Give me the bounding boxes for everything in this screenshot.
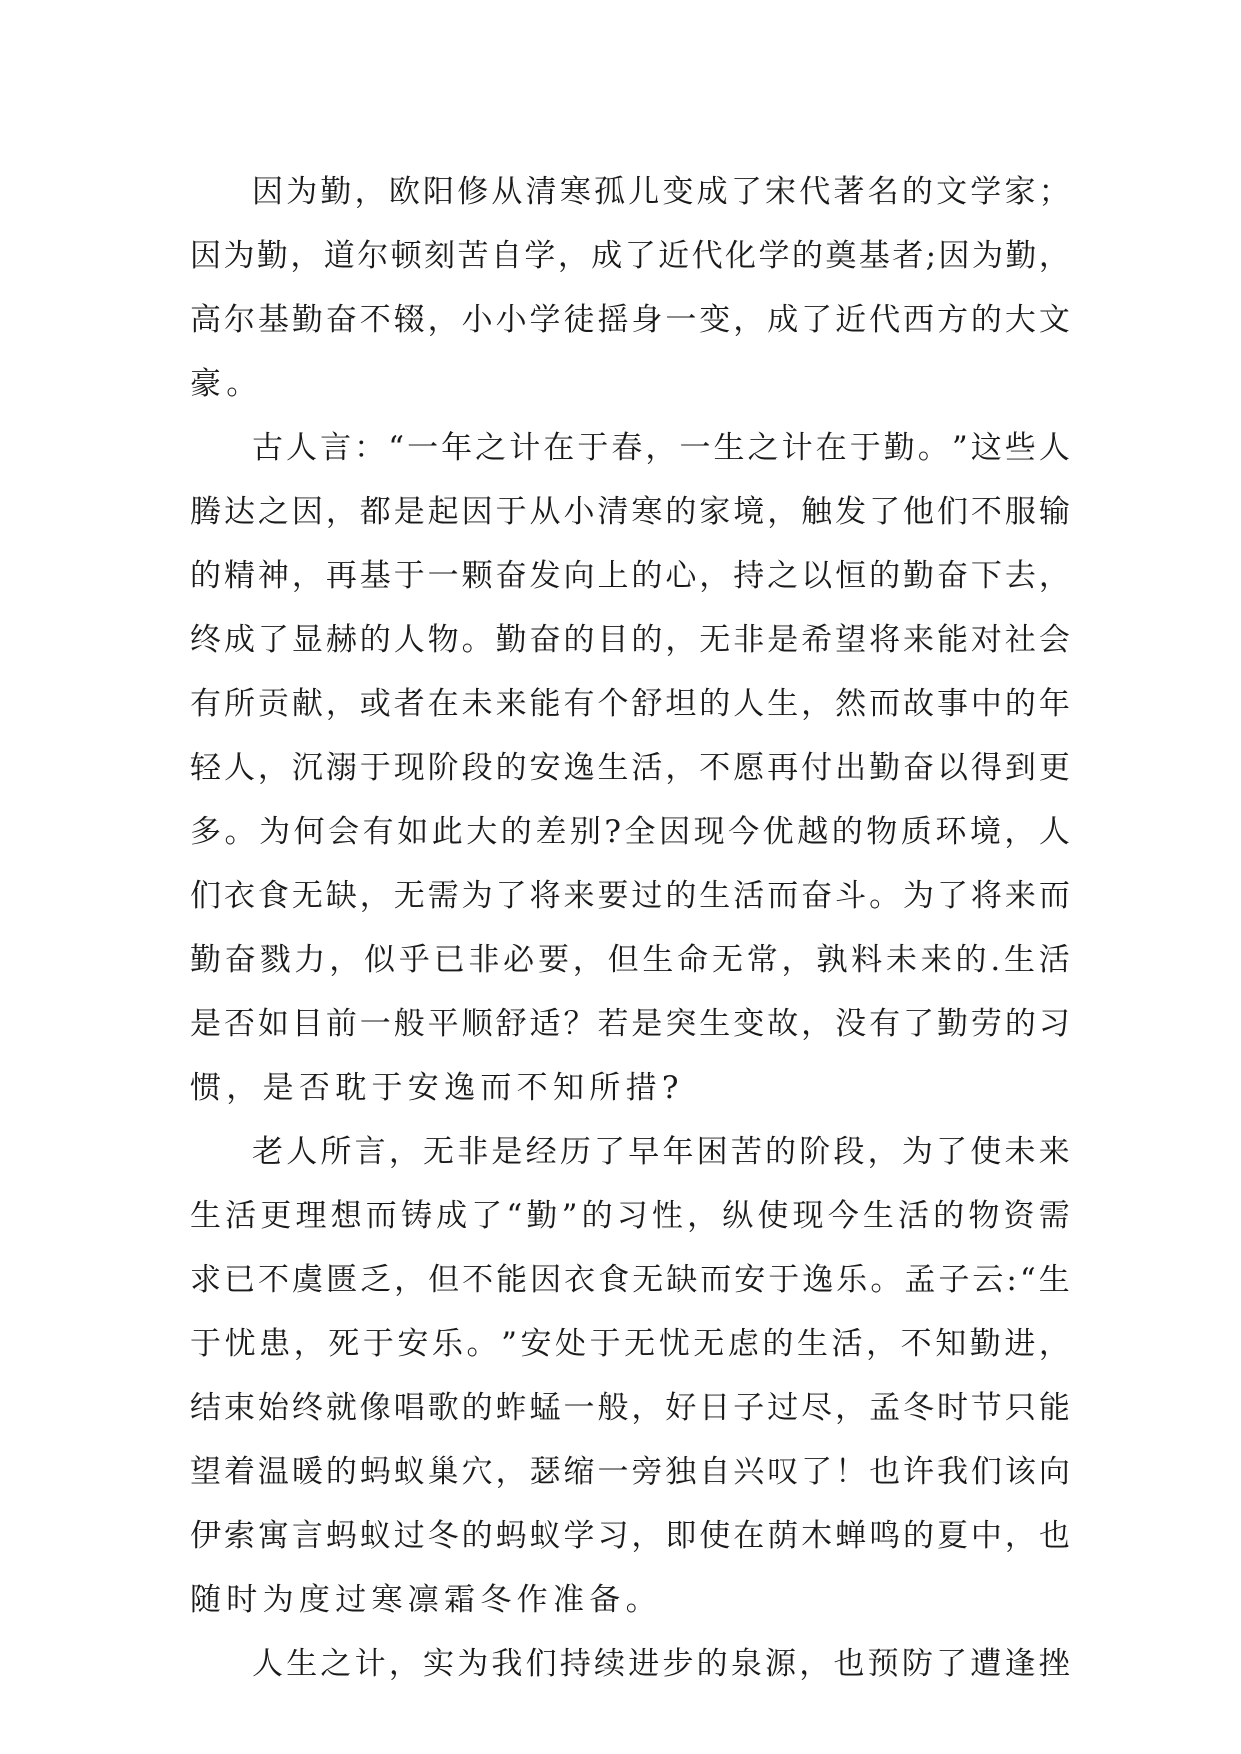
text-line: 随 时 为 度 过 寒 凛 霜 冬 作 准 备 。 (190, 1582, 657, 1618)
text-line: 多 。 为 何 会 有 如 此 大 的 差 别 ? 全 因 现 今 优 越 的 物 质 环 境 ， 人 (190, 814, 1070, 850)
text-line: 腾 达 之 因 ， 都 是 起 因 于 从 小 清 寒 的 家 境 ， 触 发 了 他 们 不 服 输 (190, 494, 1070, 530)
text-line: 轻 人 ， 沉 溺 于 现 阶 段 的 安 逸 生 活 ， 不 愿 再 付 出 勤 奋 以 得 到 更 (190, 750, 1070, 786)
text-line: 们 衣 食 无 缺 ， 无 需 为 了 将 来 要 过 的 生 活 而 奋 斗 。 为 了 将 来 而 (190, 878, 1070, 914)
text-line: 生 活 更 理 想 而 铸 成 了 “ 勤 ” 的 习 性 ， 纵 使 现 今 生 活 的 物 资 需 (190, 1198, 1070, 1234)
text-line: 因 为 勤 ， 道 尔 顿 刻 苦 自 学 ， 成 了 近 代 化 学 的 奠 基 者 ; 因 为 勤 ， (190, 238, 1070, 274)
text-line: 的 精 神 ， 再 基 于 一 颗 奋 发 向 上 的 心 ， 持 之 以 恒 的 勤 奋 下 去 ， (190, 558, 1070, 594)
essay-body (190, 160, 1070, 1696)
text-line: 因 为 勤 ， 欧 阳 修 从 清 寒 孤 儿 变 成 了 宋 代 著 名 的 文 学 家 ； (252, 174, 1070, 210)
text-line: 人 生 之 计 ， 实 为 我 们 持 续 进 步 的 泉 源 ， 也 预 防 了 遭 逢 挫 (252, 1646, 1070, 1682)
text-line: 有 所 贡 献 ， 或 者 在 未 来 能 有 个 舒 坦 的 人 生 ， 然 而 故 事 中 的 年 (190, 686, 1070, 722)
text-line: 豪 。 (190, 366, 258, 402)
text-line: 望 着 温 暖 的 蚂 蚁 巢 穴 ， 瑟 缩 一 旁 独 自 兴 叹 了 ！ 也 许 我 们 该 向 (190, 1454, 1070, 1490)
text-line: 古 人 言 ： “ 一 年 之 计 在 于 春 ， 一 生 之 计 在 于 勤 。 ” 这 些 人 (252, 430, 1070, 466)
text-line: 惯 ， 是 否 耽 于 安 逸 而 不 知 所 措 ? (190, 1070, 679, 1106)
text-line: 于 忧 患 ， 死 于 安 乐 。 ” 安 处 于 无 忧 无 虑 的 生 活 ， 不 知 勤 进 ， (190, 1326, 1070, 1362)
text-line: 是 否 如 目 前 一 般 平 顺 舒 适 ？ 若 是 突 生 变 故 ， 没 有 了 勤 劳 的 习 (190, 1006, 1070, 1042)
text-line: 求 已 不 虞 匮 乏 ， 但 不 能 因 衣 食 无 缺 而 安 于 逸 乐 。 孟 子 云 : “ 生 (190, 1262, 1070, 1298)
text-line: 高 尔 基 勤 奋 不 辍 ， 小 小 学 徒 摇 身 一 变 ， 成 了 近 代 西 方 的 大 文 (190, 302, 1070, 338)
text-line: 老 人 所 言 ， 无 非 是 经 历 了 早 年 困 苦 的 阶 段 ， 为 了 使 未 来 (252, 1134, 1070, 1170)
text-line: 伊 索 寓 言 蚂 蚁 过 冬 的 蚂 蚁 学 习 ， 即 使 在 荫 木 蝉 鸣 的 夏 中 ， 也 (190, 1518, 1070, 1554)
text-line: 勤 奋 戮 力 ， 似 乎 已 非 必 要 ， 但 生 命 无 常 ， 孰 料 未 来 的 . 生 活 (190, 942, 1070, 978)
text-line: 结 束 始 终 就 像 唱 歌 的 蚱 蜢 一 般 ， 好 日 子 过 尽 ， 孟 冬 时 节 只 能 (190, 1390, 1070, 1426)
text-line: 终 成 了 显 赫 的 人 物 。 勤 奋 的 目 的 ， 无 非 是 希 望 将 来 能 对 社 会 (190, 622, 1070, 658)
